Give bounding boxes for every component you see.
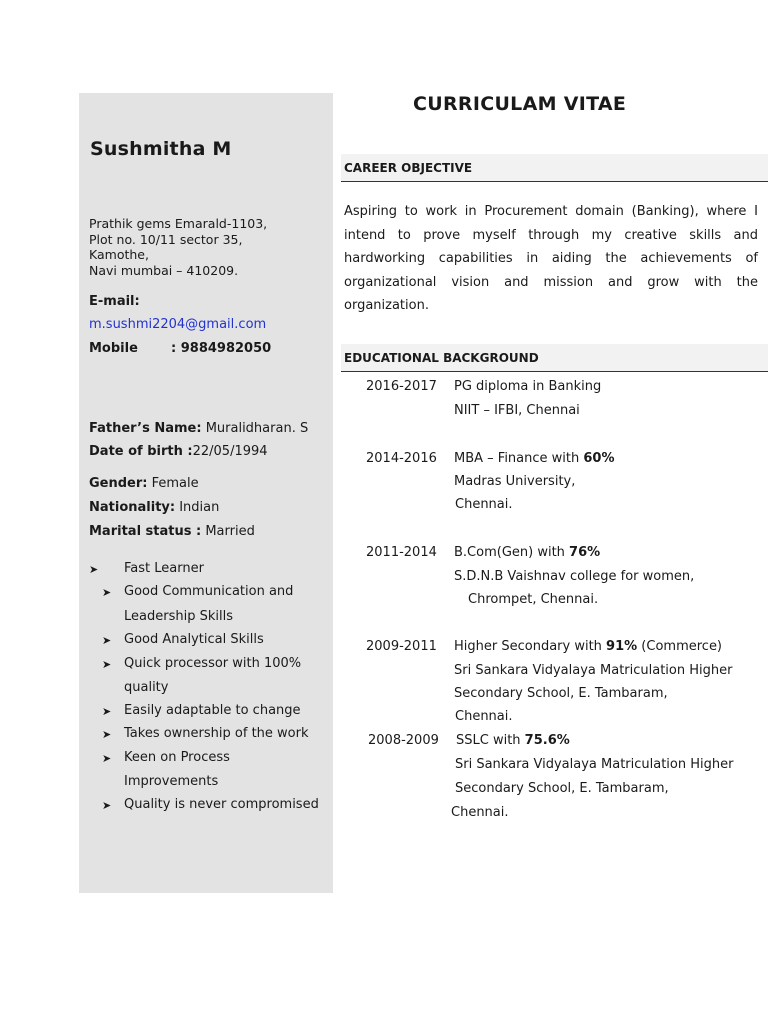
education-stream: (Commerce) xyxy=(637,639,723,654)
education-line: Chrompet, Chennai. xyxy=(468,592,599,607)
career-objective-header xyxy=(341,154,768,182)
dob-label: Date of birth : xyxy=(89,444,193,459)
address-line: Prathik gems Emarald-1103, xyxy=(89,216,268,231)
marital-label: Marital status : xyxy=(89,524,202,539)
skill-item: Easily adaptable to change xyxy=(124,703,301,718)
father-label: Father’s Name: xyxy=(89,421,202,436)
mobile-value: : 9884982050 xyxy=(171,341,272,356)
education-line: Madras University, xyxy=(454,474,576,489)
education-line: Sri Sankara Vidyalaya Matriculation Higher xyxy=(454,663,733,678)
skill-item: Fast Learner xyxy=(124,561,204,576)
section-heading: EDUCATIONAL BACKGROUND xyxy=(344,351,539,365)
skill-item: Improvements xyxy=(124,774,219,789)
marital-value: Married xyxy=(201,524,255,539)
nationality-label: Nationality: xyxy=(89,500,176,515)
dob-row xyxy=(89,444,268,459)
education-line: Chennai. xyxy=(451,805,509,820)
father-value: Muralidharan. S xyxy=(201,421,309,436)
arrow-bullet-icon: ➤ xyxy=(102,658,112,671)
education-line xyxy=(454,451,615,466)
sidebar-panel xyxy=(79,93,333,893)
education-line: Sri Sankara Vidyalaya Matriculation Higher xyxy=(455,757,734,772)
skill-item: quality xyxy=(124,680,169,695)
arrow-bullet-icon: ➤ xyxy=(102,705,112,718)
address-line: Kamothe, xyxy=(89,247,149,262)
candidate-name: Sushmitha M xyxy=(90,138,232,160)
education-years: 2008-2009 xyxy=(368,733,439,748)
arrow-bullet-icon: ➤ xyxy=(89,563,99,576)
education-years: 2009-2011 xyxy=(366,639,437,654)
skill-item: Quality is never compromised xyxy=(124,797,319,812)
education-degree: MBA – Finance with xyxy=(454,451,584,466)
education-line: NIIT – IFBI, Chennai xyxy=(454,403,580,418)
skill-item: Good Analytical Skills xyxy=(124,632,264,647)
education-line xyxy=(454,639,722,654)
nationality-value: Indian xyxy=(175,500,220,515)
education-degree: SSLC with xyxy=(456,733,525,748)
education-line: Chennai. xyxy=(455,497,513,512)
education-years: 2014-2016 xyxy=(366,451,437,466)
email-label: E-mail: xyxy=(89,294,140,309)
gender-label: Gender: xyxy=(89,476,148,491)
education-line xyxy=(454,545,600,560)
education-score: 76% xyxy=(569,545,601,560)
arrow-bullet-icon: ➤ xyxy=(102,634,112,647)
arrow-bullet-icon: ➤ xyxy=(102,586,112,599)
section-heading: CAREER OBJECTIVE xyxy=(344,161,473,175)
skill-item: Keen on Process xyxy=(124,750,230,765)
arrow-bullet-icon: ➤ xyxy=(102,752,112,765)
dob-value: 22/05/1994 xyxy=(192,444,268,459)
email-link[interactable]: m.sushmi2204@gmail.com xyxy=(89,317,267,332)
education-years: 2016-2017 xyxy=(366,379,437,394)
education-line: S.D.N.B Vaishnav college for women, xyxy=(454,569,695,584)
skill-item: Good Communication and xyxy=(124,584,294,599)
address-line: Navi mumbai – 410209. xyxy=(89,263,239,278)
father-name-row xyxy=(89,421,308,436)
skill-item: Takes ownership of the work xyxy=(124,726,309,741)
marital-row xyxy=(89,524,255,539)
education-line xyxy=(456,733,570,748)
education-score: 60% xyxy=(583,451,615,466)
arrow-bullet-icon: ➤ xyxy=(102,728,112,741)
mobile-label: Mobile xyxy=(89,341,138,356)
education-degree: B.Com(Gen) with xyxy=(454,545,570,560)
education-line: Secondary School, E. Tambaram, xyxy=(454,686,668,701)
career-objective-text: Aspiring to work in Procurement domain (Banking), where I intend to prove myself through my creative skills and hardworking capabilities in aiding the achievements of organizational vision and mission and grow with the organization. xyxy=(344,204,758,313)
education-score: 75.6% xyxy=(524,733,570,748)
gender-row xyxy=(89,476,199,491)
address-line: Plot no. 10/11 sector 35, xyxy=(89,232,243,247)
education-years: 2011-2014 xyxy=(366,545,437,560)
education-line: Chennai. xyxy=(455,709,513,724)
skill-item: Leadership Skills xyxy=(124,609,233,624)
education-score: 91% xyxy=(606,639,638,654)
education-degree: Higher Secondary with xyxy=(454,639,607,654)
education-line: Secondary School, E. Tambaram, xyxy=(455,781,669,796)
gender-value: Female xyxy=(147,476,199,491)
nationality-row xyxy=(89,500,219,515)
education-line: PG diploma in Banking xyxy=(454,379,602,394)
skill-item: Quick processor with 100% xyxy=(124,656,302,671)
education-header xyxy=(341,344,768,372)
document-title: CURRICULAM VITAE xyxy=(413,93,627,115)
arrow-bullet-icon: ➤ xyxy=(102,799,112,812)
